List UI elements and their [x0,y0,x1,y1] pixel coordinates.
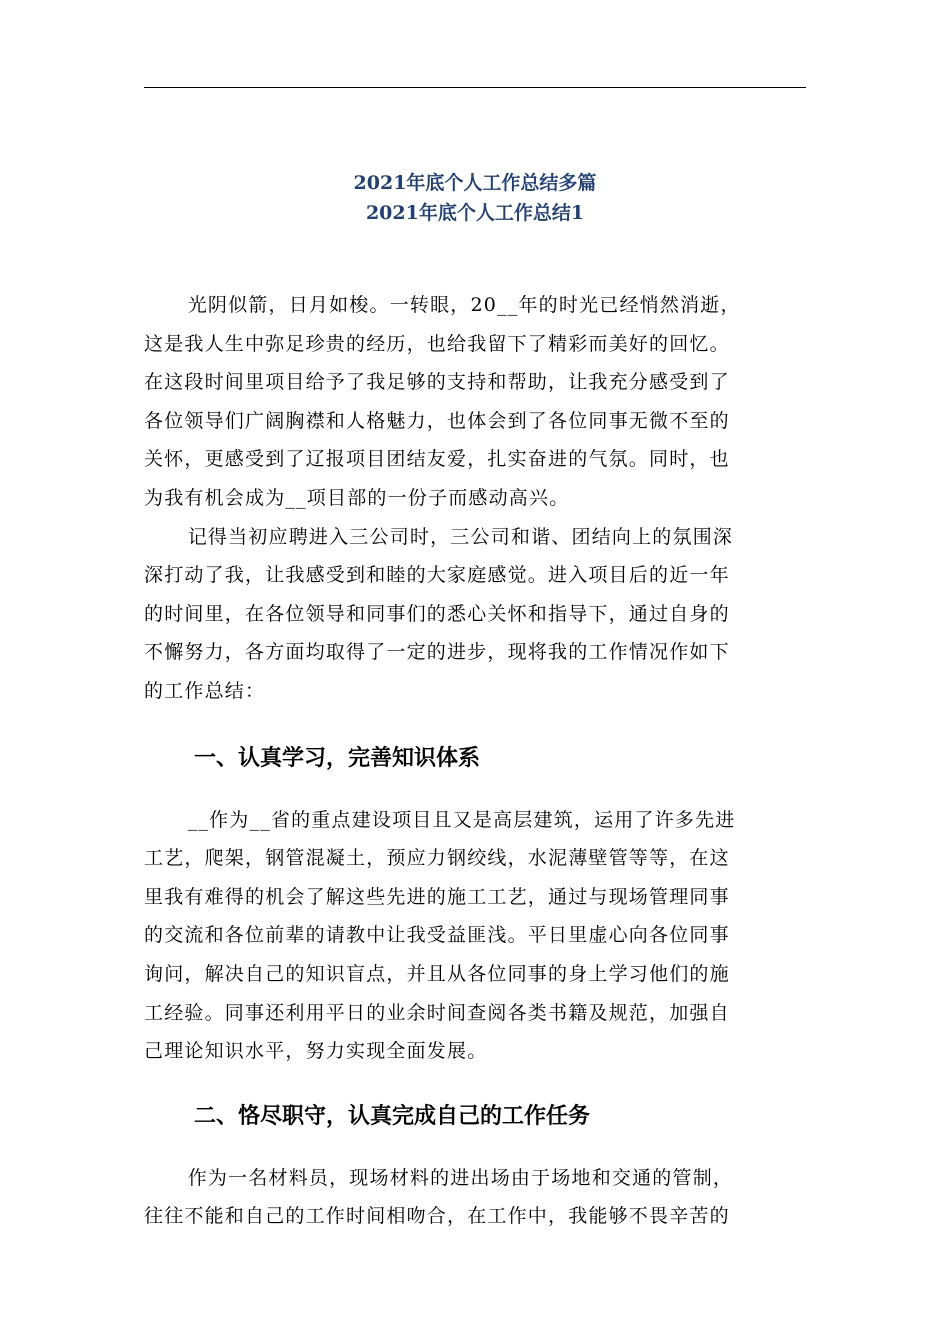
header-rule [144,87,806,88]
text-line: 记得当初应聘进入三公司时，三公司和谐、团结向上的氛围深 [187,525,734,548]
text-line: 往往不能和自己的工作时间相吻合，在工作中，我能够不畏辛苦的 [144,1205,730,1228]
text-line: 这是我人生中弥足珍贵的经历，也给我留下了精彩而美好的回忆。 [144,332,730,355]
section-heading-1: 一、认真学习，完善知识体系 [194,745,481,771]
text-line: 各位领导们广阔胸襟和人格魅力，也体会到了各位同事无微不至的 [144,409,730,432]
paragraph-learning [144,801,806,1071]
text-line: 己理论知识水平，努力实现全面发展。 [144,1040,488,1063]
text-line: 的时间里，在各位领导和同事们的悉心关怀和指导下，通过自身的 [144,602,730,625]
text-line: 作为一名材料员，现场材料的进出场由于场地和交通的管制， [187,1166,734,1189]
paragraph-intro [144,286,806,518]
text-line: 不懈努力，各方面均取得了一定的进步，现将我的工作情况作如下 [144,641,730,664]
text-line: 询问，解决自己的知识盲点，并且从各位同事的身上学习他们的施 [144,962,730,985]
section-heading-2: 二、恪尽职守，认真完成自己的工作任务 [194,1103,591,1129]
text-line: 里我有难得的机会了解这些先进的施工工艺，通过与现场管理同事 [144,885,730,908]
text-line: 关怀，更感受到了辽报项目团结友爱，扎实奋进的气氛。同时，也 [144,448,730,471]
text-line: 为我有机会成为__项目部的一份子而感动高兴。 [144,486,570,509]
paragraph-duty [144,1159,806,1236]
text-line: __作为__省的重点建设项目且又是高层建筑，运用了许多先进 [187,808,736,831]
document-titles [144,168,806,228]
text-line: 工艺，爬架，钢管混凝土，预应力钢绞线，水泥薄壁管等等，在这 [144,847,730,870]
text-line: 工经验。同事还利用平日的业余时间查阅各类书籍及规范，加强自 [144,1001,730,1024]
document-title: 2021年底个人工作总结多篇 [353,172,597,194]
document-body [144,286,806,1236]
paragraph-company [144,518,806,711]
text-line: 深打动了我，让我感受到和睦的大家庭感觉。进入项目后的近一年 [144,564,730,587]
document-subtitle: 2021年底个人工作总结1 [365,202,585,224]
text-line: 光阴似箭，日月如梭。一转眼，20__年的时光已经悄然消逝， [187,294,741,316]
text-line: 的交流和各位前辈的请教中让我受益匪浅。平日里虚心向各位同事 [144,924,730,947]
text-line: 的工作总结： [144,679,266,702]
text-line: 在这段时间里项目给予了我足够的支持和帮助，让我充分感受到了 [144,371,730,394]
